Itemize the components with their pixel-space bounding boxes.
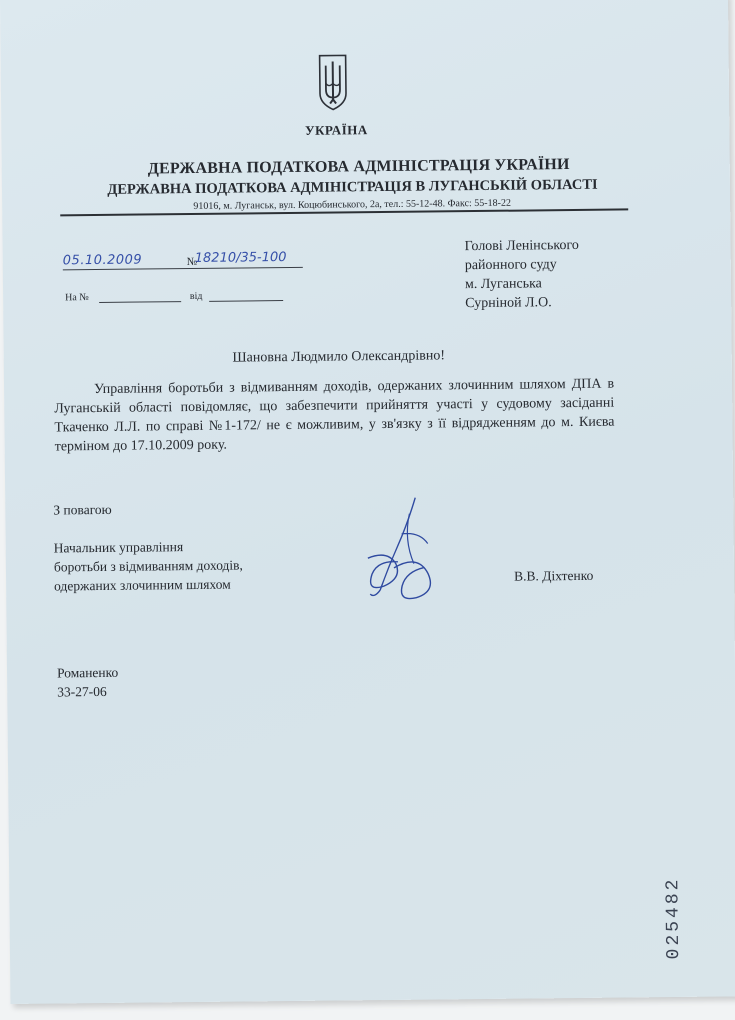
position-line: боротьби з відмиванням доходів, [53, 557, 243, 575]
position-line: Начальник управління [53, 539, 184, 556]
reference-from-label: від [189, 290, 203, 303]
executor-name: Романенко [56, 664, 119, 681]
serial-number-stamp: 025482 [663, 876, 685, 960]
letter-body: Управління боротьби з відмиванням доходів, одержаних злочинним шляхом ДПА в Луганській області повідомляє, що забезпечити прийняття участі у судовому засіданні Ткаченко Л.Л. по справі №1-172/ не є можливим, у зв'язку з її відрядженням до м. Києва терміном до 17.10.2009 року. [54, 376, 615, 455]
recipient-block [465, 236, 580, 313]
signer-name: В.В. Діхтенко [513, 567, 594, 584]
organization-subname: ДЕРЖАВНА ПОДАТКОВА АДМІНІСТРАЦІЯ В ЛУГАНСЬКІЙ ОБЛАСТІ [107, 176, 598, 198]
outgoing-number: 18210/35-100 [194, 250, 287, 266]
reference-prefix: На № [65, 292, 89, 304]
executor-phone: 33-27-06 [57, 683, 107, 700]
regards: З повагою [53, 501, 112, 518]
organization-address: 91016, м. Луганськ, вул. Коцюбинського, 2а, тел.: 55-12-48. Факс: 55-18-22 [193, 197, 511, 212]
outgoing-number-prefix: № [186, 255, 198, 269]
reference-number-blank [99, 291, 181, 303]
organization-name: ДЕРЖАВНА ПОДАТКОВА АДМІНІСТРАЦІЯ УКРАЇНИ [147, 156, 570, 178]
signer-position [54, 536, 244, 595]
outgoing-date: 05.10.2009 [62, 252, 143, 269]
reference-date-blank [209, 290, 283, 302]
trident-emblem-icon [317, 53, 350, 111]
recipient-line: Голові Ленінського [464, 237, 579, 255]
handwritten-signature-icon [357, 493, 448, 612]
salutation: Шановна Людмило Олександрівно! [232, 348, 446, 366]
country-name: УКРАЇНА [304, 122, 368, 138]
reference-row [65, 290, 305, 304]
recipient-line: районного суду [464, 257, 557, 274]
position-line: одержаних злочинним шляхом [54, 576, 231, 594]
recipient-line: м. Луганська [464, 276, 542, 293]
recipient-line: Сурніной Л.О. [465, 295, 552, 312]
executor-block [57, 663, 119, 702]
